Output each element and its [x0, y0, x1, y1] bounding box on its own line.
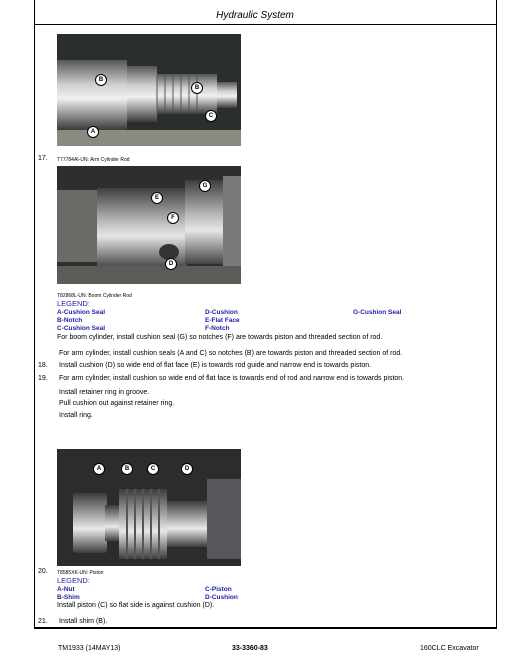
step-17-number: 17. [38, 155, 48, 162]
step-19-text: For arm cylinder, install cushion so wide end of flat face is towards end of rod and narrow end is towards piston. [59, 375, 405, 382]
step-21-text: Install shim (B). [59, 618, 108, 625]
boom-cylinder-note: For boom cylinder, install cushion seal (G) so notches (F) are towards piston and threaded section of rod. [57, 334, 383, 341]
callout-e: E [151, 192, 163, 204]
callout-a: A [87, 126, 99, 138]
page-title: Hydraulic System [216, 10, 294, 21]
boom-cylinder-rod-image [57, 166, 241, 284]
legend1-item-g: G-Cushion Seal [353, 309, 402, 316]
legend1-title: LEGEND: [57, 299, 90, 308]
boom-cylinder-rod-photo [57, 166, 241, 284]
figure2-caption: T82868L-UN: Boom Cylinder Rod [57, 293, 132, 299]
step-19-retainer: Install retainer ring in groove. [59, 389, 150, 396]
step-20-number: 20. [38, 568, 48, 575]
piston-photo [57, 449, 241, 566]
legend2-item-d: D-Cushion [205, 594, 238, 601]
step-19-ring: Install ring. [59, 412, 93, 419]
callout-b-2: B [191, 82, 203, 94]
footer-manual-id: TM1933 (14MAY13) [58, 645, 121, 652]
header-rule [34, 24, 497, 25]
callout-d-piston: D [181, 463, 193, 475]
legend1-item-d: D-Cushion [205, 309, 238, 316]
arm-cylinder-rod-photo [57, 34, 241, 146]
legend2-title: LEGEND: [57, 576, 90, 585]
step-21-number: 21. [38, 618, 48, 625]
step-18-text: Install cushion (D) so wide end of flat face (E) is towards rod guide and narrow end is towards piston. [59, 362, 372, 369]
legend1-item-c: C-Cushion Seal [57, 325, 106, 332]
callout-c-piston: C [147, 463, 159, 475]
footer-model: 160CLC Excavator [420, 645, 479, 652]
legend1-item-f: F-Notch [205, 325, 230, 332]
callout-b-piston: B [121, 463, 133, 475]
legend1-item-a: A-Cushion Seal [57, 309, 106, 316]
arm-cylinder-note: For arm cylinder, install cushion seals (A and C) so notches (B) are towards piston and threaded section of rod. [59, 350, 403, 357]
figure3-caption: T8585XK-UN: Piston [57, 570, 104, 576]
step-19-number: 19. [38, 375, 48, 382]
footer-page-number: 33-3360-83 [232, 645, 268, 652]
callout-g: G [199, 180, 211, 192]
step-18-number: 18. [38, 362, 48, 369]
callout-f: F [167, 212, 179, 224]
legend2-item-c: C-Piston [205, 586, 232, 593]
step-20-text: Install piston (C) so flat side is against cushion (D). [57, 602, 215, 609]
callout-a-piston: A [93, 463, 105, 475]
legend1-item-b: B-Notch [57, 317, 83, 324]
legend2-item-a: A-Nut [57, 586, 75, 593]
step-19-pull: Pull cushion out against retainer ring. [59, 400, 175, 407]
callout-b-1: B [95, 74, 107, 86]
footer-rule [34, 628, 497, 629]
legend2-item-b: B-Shim [57, 594, 80, 601]
callout-d: D [165, 258, 177, 270]
arm-cylinder-rod-image [57, 34, 241, 146]
callout-c: C [205, 110, 217, 122]
legend1-item-e: E-Flat Face [205, 317, 240, 324]
figure1-caption: T77784AI-UN: Arm Cylinder Rod [57, 157, 130, 163]
